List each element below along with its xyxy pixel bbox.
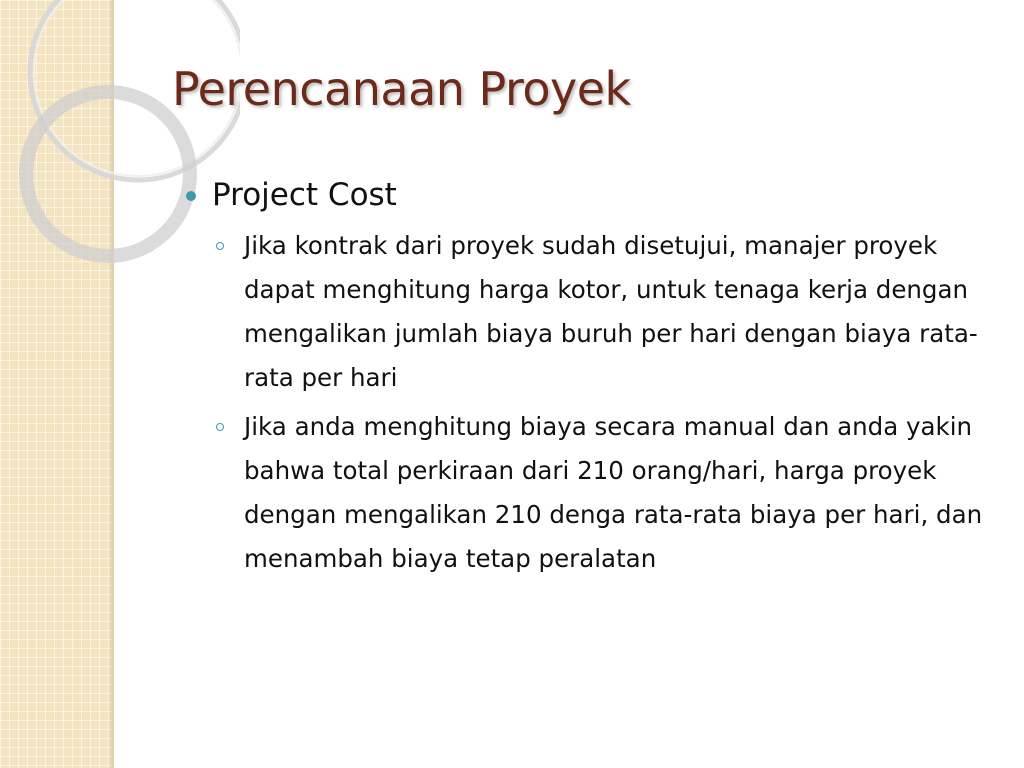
sub-bullet-text: Jika anda menghitung biaya secara manual dan anda yakin bahwa total perkiraan dari 210 orang/hari, harga proyek dengan mengalikan 210 denga rata-rata biaya per hari, dan menambah biaya tetap peralatan: [244, 412, 983, 573]
bullet-item-level1: [184, 172, 984, 218]
sub-bullet-item: [184, 405, 984, 581]
sub-bullet-list: [184, 224, 984, 581]
bullet-ring-icon: [216, 242, 224, 250]
bullet-text: Project Cost: [212, 177, 397, 213]
bullet-dot-icon: [186, 191, 196, 201]
sub-bullet-text: Jika kontrak dari proyek sudah disetujui, manajer proyek dapat menghitung harga kotor, untuk tenaga kerja dengan mengalikan jumlah biaya buruh per hari dengan biaya rata-rata per hari: [244, 231, 978, 392]
slide-title: Perencanaan Proyek: [172, 62, 631, 116]
bullet-ring-icon: [216, 423, 224, 431]
sub-bullet-item: [184, 224, 984, 400]
slide-content: [184, 172, 984, 586]
